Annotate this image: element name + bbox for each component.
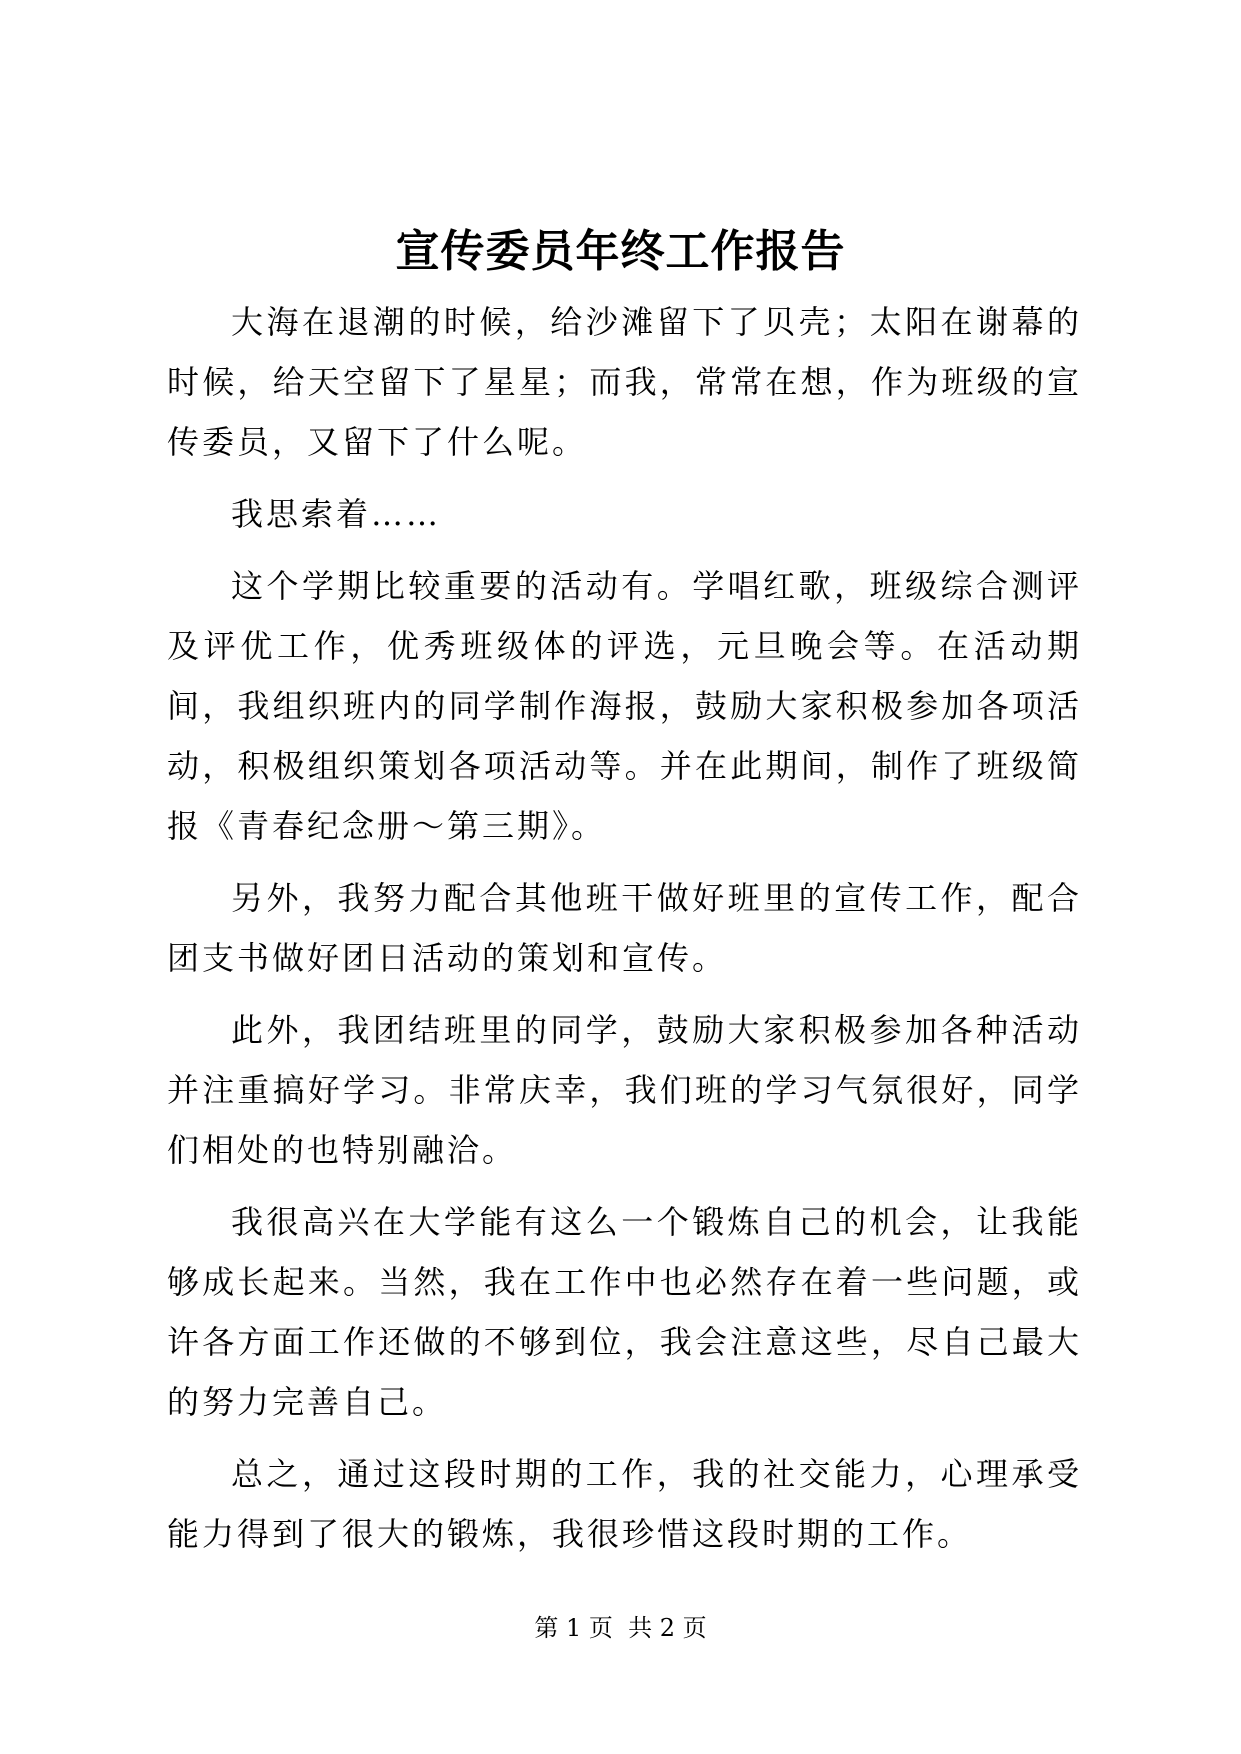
paragraph-4: 另外，我努力配合其他班干做好班里的宣传工作，配合团支书做好团日活动的策划和宣传。 bbox=[167, 879, 1082, 977]
document-title: 宣传委员年终工作报告 bbox=[395, 226, 846, 277]
paragraph-5: 此外，我团结班里的同学，鼓励大家积极参加各种活动并注重搞好学习。非常庆幸，我们班的学习气氛很好，同学们相处的也特别融洽。 bbox=[167, 1011, 1082, 1169]
paragraph-7: 总之，通过这段时期的工作，我的社交能力，心理承受能力得到了很大的锻炼，我很珍惜这段时期的工作。 bbox=[167, 1455, 1082, 1553]
page-number-label: 第 1 页 共 2 页 bbox=[534, 1614, 707, 1642]
paragraph-1: 大海在退潮的时候，给沙滩留下了贝壳；太阳在谢幕的时候，给天空留下了星星；而我，常常在想，作为班级的宣传委员，又留下了什么呢。 bbox=[167, 303, 1082, 461]
paragraph-2: 我思索着…… bbox=[231, 495, 442, 533]
document-body bbox=[167, 292, 1082, 1576]
paragraph-6: 我很高兴在大学能有这么一个锻炼自己的机会，让我能够成长起来。当然，我在工作中也必然存在着一些问题，或许各方面工作还做的不够到位，我会注意这些，尽自己最大的努力完善自己。 bbox=[167, 1203, 1082, 1421]
paragraph-3: 这个学期比较重要的活动有。学唱红歌，班级综合测评及评优工作，优秀班级体的评选，元旦晚会等。在活动期间，我组织班内的同学制作海报，鼓励大家积极参加各项活动，积极组织策划各项活动等。并在此期间，制作了班级简报《青春纪念册～第三期》。 bbox=[167, 567, 1082, 845]
page-footer bbox=[0, 1612, 1241, 1644]
